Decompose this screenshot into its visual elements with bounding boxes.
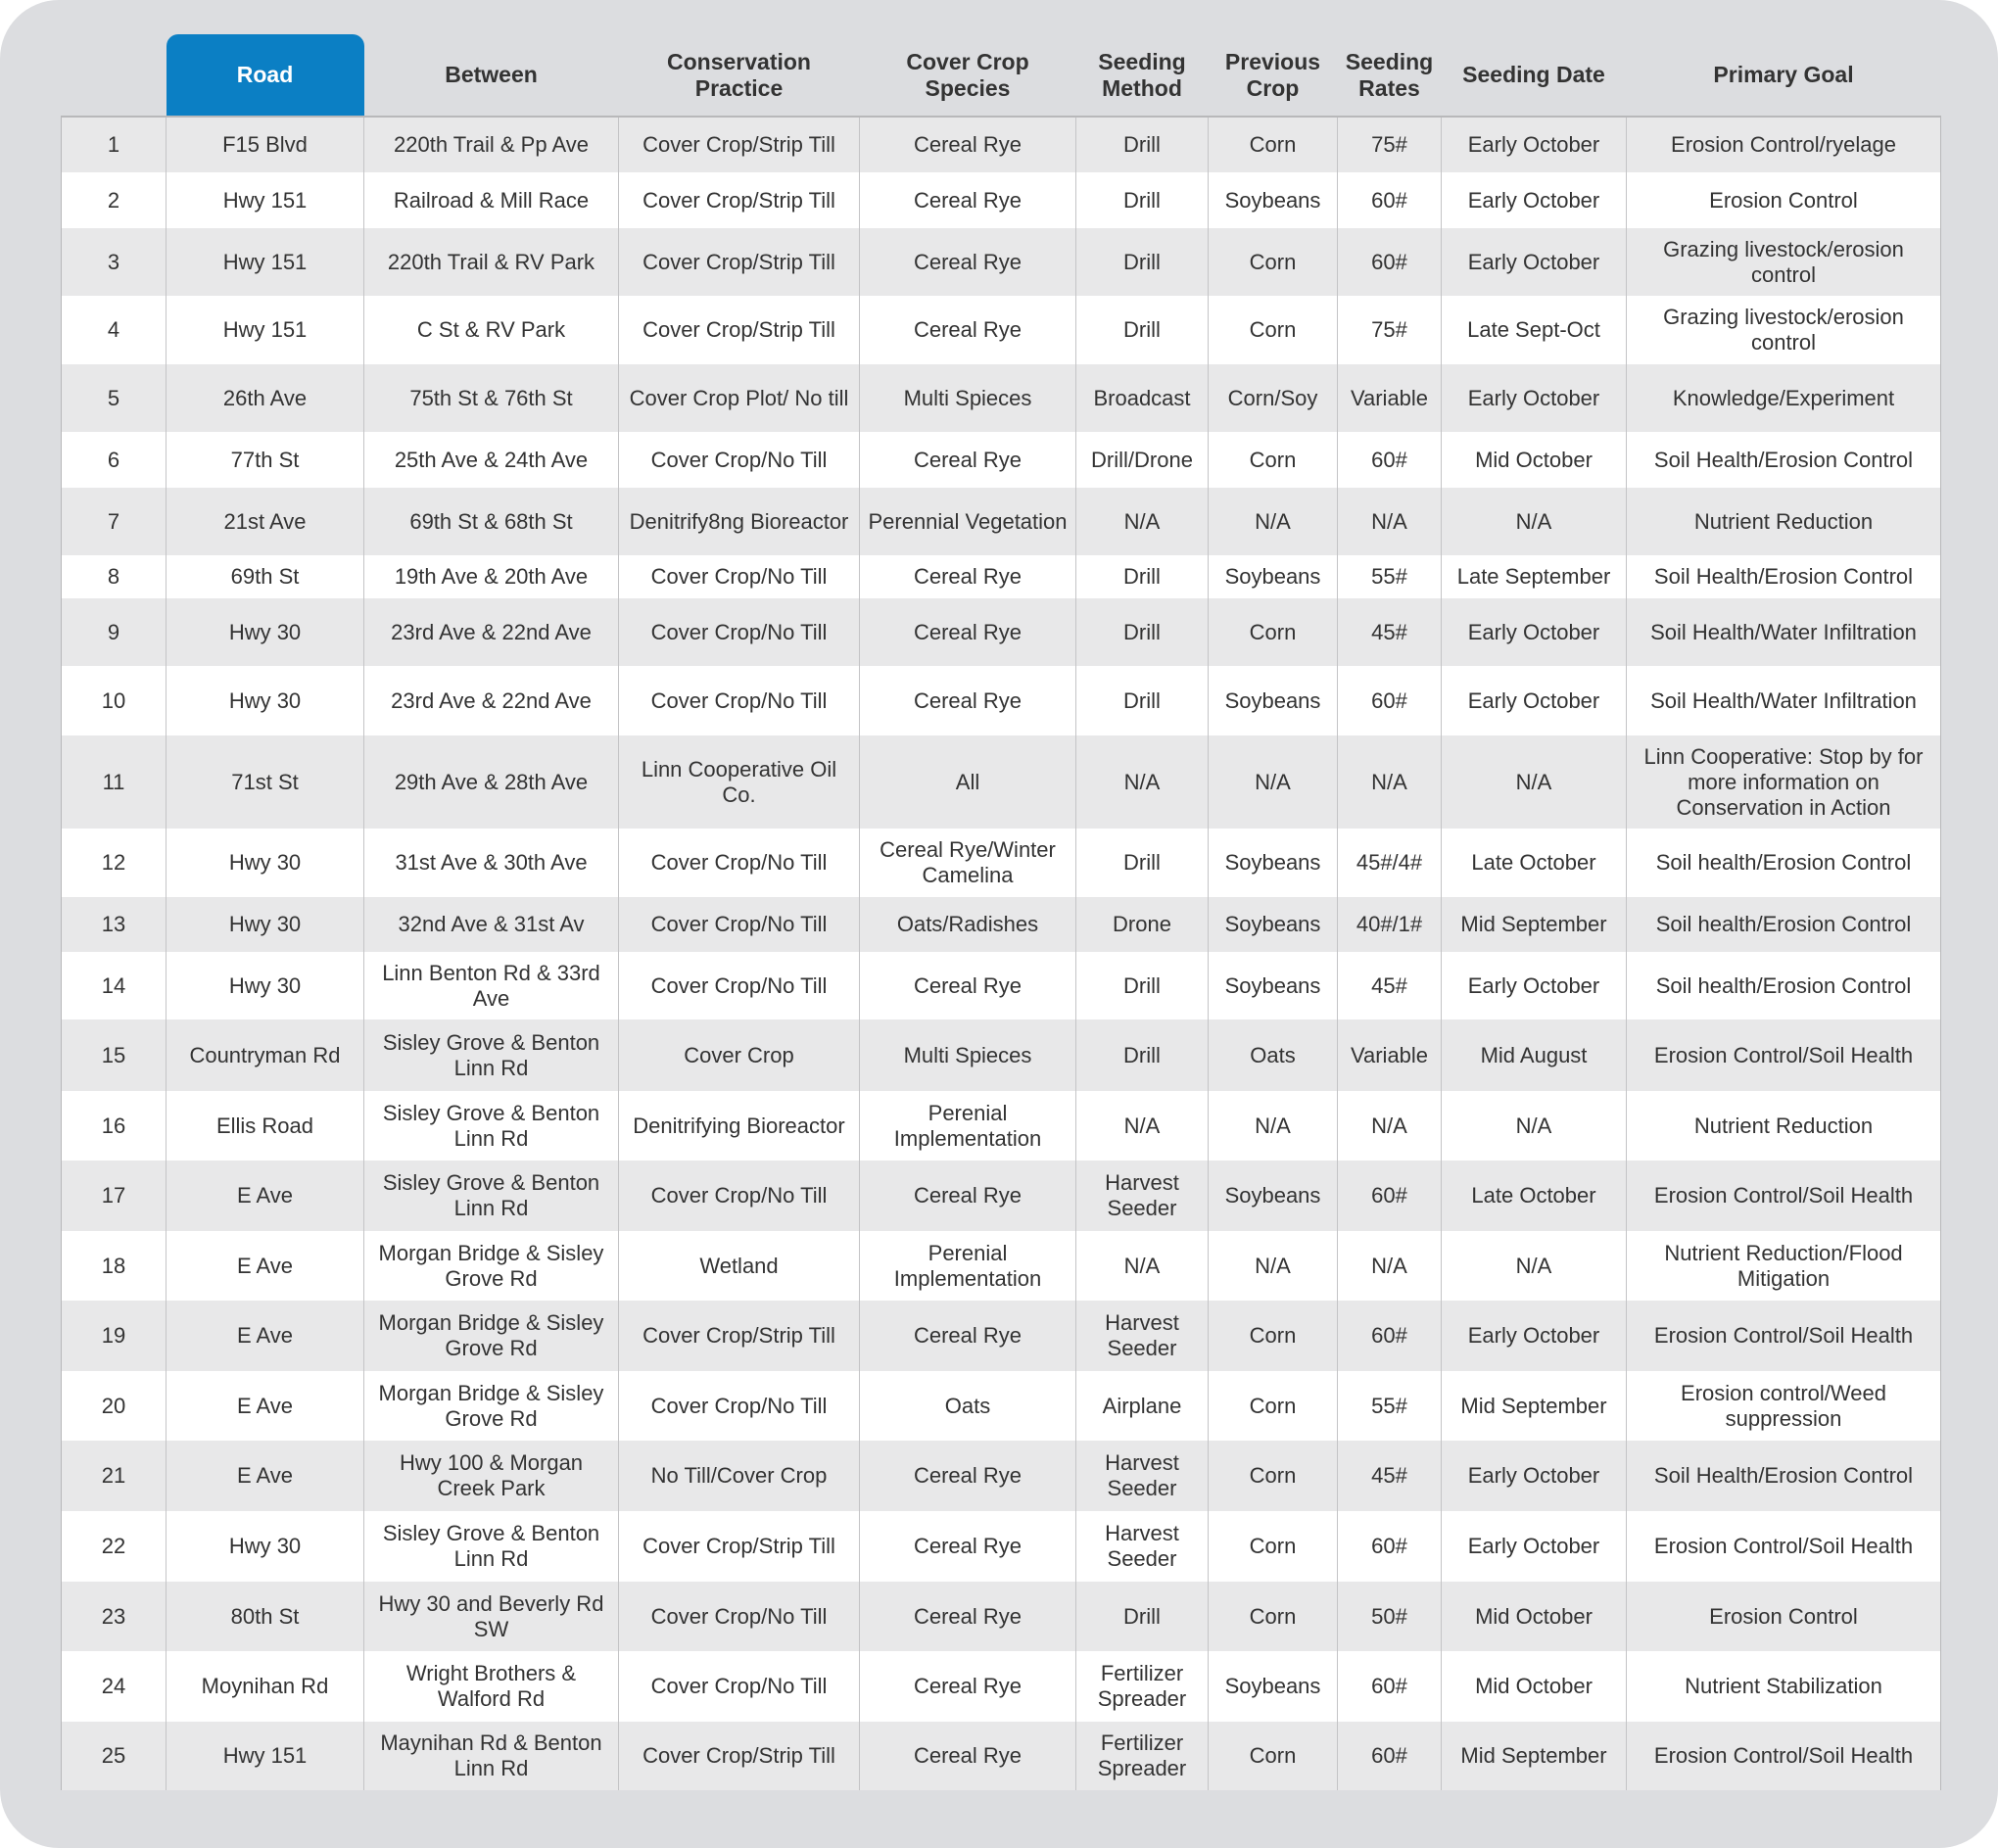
cell-primary-goal: Erosion Control	[1627, 172, 1941, 228]
cell-row-number: 3	[62, 228, 166, 296]
cell-cover-crop-species: Cereal Rye	[860, 1301, 1076, 1371]
cell-road: E Ave	[166, 1441, 364, 1511]
cell-primary-goal: Nutrient Stabilization	[1627, 1651, 1941, 1722]
cell-previous-crop: Corn	[1209, 117, 1338, 172]
cell-primary-goal: Soil health/Erosion Control	[1627, 952, 1941, 1019]
table-row	[62, 1582, 1941, 1651]
cell-primary-goal: Soil health/Erosion Control	[1627, 897, 1941, 952]
cell-road: F15 Blvd	[166, 117, 364, 172]
cell-seeding-rates: N/A	[1338, 735, 1442, 829]
cell-seeding-date: Early October	[1442, 598, 1627, 666]
cell-seeding-rates: N/A	[1338, 1091, 1442, 1161]
cell-seeding-method: Drill	[1076, 952, 1209, 1019]
cell-cover-crop-species: Cereal Rye	[860, 1441, 1076, 1511]
table-row	[62, 666, 1941, 735]
cell-between: 220th Trail & Pp Ave	[364, 117, 619, 172]
cell-previous-crop: Soybeans	[1209, 1651, 1338, 1722]
cell-previous-crop: N/A	[1209, 488, 1338, 555]
cell-primary-goal: Grazing livestock/erosion control	[1627, 228, 1941, 296]
cell-seeding-method: Harvest Seeder	[1076, 1511, 1209, 1582]
cell-seeding-rates: 45#	[1338, 598, 1442, 666]
column-header-row-number	[62, 34, 166, 117]
column-header-seeding-rates: Seeding Rates	[1345, 48, 1434, 101]
cell-seeding-rates: 60#	[1338, 1511, 1442, 1582]
cell-between: 23rd Ave & 22nd Ave	[364, 666, 619, 735]
cell-previous-crop: Corn/Soy	[1209, 364, 1338, 432]
cell-seeding-date: Early October	[1442, 1511, 1627, 1582]
table-row	[62, 1091, 1941, 1161]
cell-primary-goal: Nutrient Reduction	[1627, 488, 1941, 555]
cell-seeding-rates: 75#	[1338, 296, 1442, 364]
cell-primary-goal: Erosion Control	[1627, 1582, 1941, 1651]
cell-cover-crop-species: Perennial Vegetation	[860, 488, 1076, 555]
cell-seeding-date: Mid October	[1442, 432, 1627, 488]
cell-row-number: 16	[62, 1091, 166, 1161]
table-row	[62, 598, 1941, 666]
cell-conservation-practice: Wetland	[619, 1231, 860, 1301]
cell-seeding-date: Early October	[1442, 952, 1627, 1019]
cell-previous-crop: Soybeans	[1209, 829, 1338, 897]
cell-conservation-practice: Cover Crop/Strip Till	[619, 296, 860, 364]
table-row	[62, 364, 1941, 432]
cell-conservation-practice: Cover Crop/Strip Till	[619, 117, 860, 172]
cell-previous-crop: Soybeans	[1209, 172, 1338, 228]
cell-cover-crop-species: Oats/Radishes	[860, 897, 1076, 952]
cell-between: Sisley Grove & Benton Linn Rd	[364, 1511, 619, 1582]
cell-seeding-method: Fertilizer Spreader	[1076, 1651, 1209, 1722]
cell-row-number: 20	[62, 1371, 166, 1441]
cell-primary-goal: Erosion Control/Soil Health	[1627, 1722, 1941, 1790]
cell-row-number: 9	[62, 598, 166, 666]
cell-row-number: 8	[62, 555, 166, 598]
cell-previous-crop: Soybeans	[1209, 952, 1338, 1019]
cell-road: 80th St	[166, 1582, 364, 1651]
cell-cover-crop-species: Multi Spieces	[860, 364, 1076, 432]
table-row	[62, 952, 1941, 1019]
cell-seeding-rates: 60#	[1338, 1651, 1442, 1722]
cell-road: Hwy 30	[166, 897, 364, 952]
cell-seeding-date: Mid September	[1442, 1722, 1627, 1790]
column-header-conservation-practice: Conservation Practice	[667, 48, 811, 101]
cell-previous-crop: N/A	[1209, 1091, 1338, 1161]
cell-conservation-practice: Cover Crop/Strip Till	[619, 172, 860, 228]
cell-seeding-date: N/A	[1442, 488, 1627, 555]
cell-between: Morgan Bridge & Sisley Grove Rd	[364, 1231, 619, 1301]
cell-seeding-method: Drill/Drone	[1076, 432, 1209, 488]
column-header-previous-crop: Previous Crop	[1224, 48, 1321, 101]
cell-seeding-date: Early October	[1442, 1301, 1627, 1371]
conservation-table	[61, 34, 1941, 1790]
cell-primary-goal: Soil health/Erosion Control	[1627, 829, 1941, 897]
cell-between: Sisley Grove & Benton Linn Rd	[364, 1091, 619, 1161]
cell-seeding-rates: 55#	[1338, 1371, 1442, 1441]
cell-seeding-method: Drill	[1076, 598, 1209, 666]
table-row	[62, 296, 1941, 364]
cell-between: 220th Trail & RV Park	[364, 228, 619, 296]
cell-seeding-rates: 60#	[1338, 1161, 1442, 1231]
cell-cover-crop-species: Cereal Rye	[860, 296, 1076, 364]
cell-primary-goal: Soil Health/Water Infiltration	[1627, 598, 1941, 666]
table-row	[62, 829, 1941, 897]
cell-primary-goal: Erosion Control/Soil Health	[1627, 1019, 1941, 1091]
cell-previous-crop: Soybeans	[1209, 897, 1338, 952]
cell-row-number: 12	[62, 829, 166, 897]
cell-conservation-practice: Cover Crop/Strip Till	[619, 1511, 860, 1582]
cell-seeding-method: Drill	[1076, 1582, 1209, 1651]
cell-row-number: 4	[62, 296, 166, 364]
cell-between: Railroad & Mill Race	[364, 172, 619, 228]
cell-road: E Ave	[166, 1161, 364, 1231]
cell-cover-crop-species: Cereal Rye/Winter Camelina	[860, 829, 1076, 897]
cell-road: E Ave	[166, 1231, 364, 1301]
cell-row-number: 24	[62, 1651, 166, 1722]
cell-seeding-method: Harvest Seeder	[1076, 1301, 1209, 1371]
cell-road: 26th Ave	[166, 364, 364, 432]
cell-seeding-rates: 60#	[1338, 666, 1442, 735]
cell-seeding-method: Fertilizer Spreader	[1076, 1722, 1209, 1790]
cell-road: 69th St	[166, 555, 364, 598]
cell-primary-goal: Knowledge/Experiment	[1627, 364, 1941, 432]
cell-previous-crop: Oats	[1209, 1019, 1338, 1091]
cell-previous-crop: Corn	[1209, 1722, 1338, 1790]
cell-road: Hwy 151	[166, 1722, 364, 1790]
cell-previous-crop: N/A	[1209, 1231, 1338, 1301]
table-row	[62, 555, 1941, 598]
cell-previous-crop: Corn	[1209, 1371, 1338, 1441]
cell-between: Wright Brothers & Walford Rd	[364, 1651, 619, 1722]
cell-between: Linn Benton Rd & 33rd Ave	[364, 952, 619, 1019]
cell-between: Hwy 100 & Morgan Creek Park	[364, 1441, 619, 1511]
cell-conservation-practice: No Till/Cover Crop	[619, 1441, 860, 1511]
cell-conservation-practice: Cover Crop/No Till	[619, 432, 860, 488]
cell-row-number: 23	[62, 1582, 166, 1651]
cell-row-number: 5	[62, 364, 166, 432]
cell-seeding-date: Early October	[1442, 666, 1627, 735]
cell-seeding-date: Early October	[1442, 1441, 1627, 1511]
cell-row-number: 7	[62, 488, 166, 555]
cell-cover-crop-species: Cereal Rye	[860, 117, 1076, 172]
cell-seeding-date: Mid September	[1442, 1371, 1627, 1441]
cell-conservation-practice: Cover Crop/No Till	[619, 897, 860, 952]
cell-road: Hwy 30	[166, 598, 364, 666]
cell-seeding-rates: 75#	[1338, 117, 1442, 172]
cell-previous-crop: Corn	[1209, 228, 1338, 296]
cell-seeding-rates: 55#	[1338, 555, 1442, 598]
cell-row-number: 15	[62, 1019, 166, 1091]
cell-cover-crop-species: Cereal Rye	[860, 952, 1076, 1019]
cell-previous-crop: Soybeans	[1209, 1161, 1338, 1231]
cell-road: E Ave	[166, 1371, 364, 1441]
table-row	[62, 735, 1941, 829]
cell-row-number: 22	[62, 1511, 166, 1582]
cell-cover-crop-species: Multi Spieces	[860, 1019, 1076, 1091]
cell-seeding-rates: 60#	[1338, 1301, 1442, 1371]
cell-primary-goal: Grazing livestock/erosion control	[1627, 296, 1941, 364]
cell-between: 19th Ave & 20th Ave	[364, 555, 619, 598]
cell-seeding-rates: 45#	[1338, 1441, 1442, 1511]
cell-conservation-practice: Cover Crop	[619, 1019, 860, 1091]
cell-primary-goal: Soil Health/Water Infiltration	[1627, 666, 1941, 735]
cell-seeding-method: Drill	[1076, 1019, 1209, 1091]
cell-road: Ellis Road	[166, 1091, 364, 1161]
cell-seeding-method: Drill	[1076, 228, 1209, 296]
cell-seeding-date: Late Sept-Oct	[1442, 296, 1627, 364]
cell-road: 21st Ave	[166, 488, 364, 555]
cell-road: Hwy 151	[166, 172, 364, 228]
cell-road: 77th St	[166, 432, 364, 488]
cell-seeding-rates: N/A	[1338, 1231, 1442, 1301]
cell-cover-crop-species: Oats	[860, 1371, 1076, 1441]
table-row	[62, 1651, 1941, 1722]
cell-between: 25th Ave & 24th Ave	[364, 432, 619, 488]
cell-previous-crop: Corn	[1209, 1301, 1338, 1371]
cell-previous-crop: Corn	[1209, 432, 1338, 488]
cell-road: Moynihan Rd	[166, 1651, 364, 1722]
cell-conservation-practice: Denitrify8ng Bioreactor	[619, 488, 860, 555]
cell-between: Maynihan Rd & Benton Linn Rd	[364, 1722, 619, 1790]
cell-conservation-practice: Cover Crop/No Till	[619, 952, 860, 1019]
cell-seeding-rates: 60#	[1338, 228, 1442, 296]
cell-road: E Ave	[166, 1301, 364, 1371]
cell-previous-crop: Corn	[1209, 296, 1338, 364]
table-row	[62, 1511, 1941, 1582]
cell-row-number: 1	[62, 117, 166, 172]
column-header-primary-goal: Primary Goal	[1713, 62, 1854, 87]
table-row	[62, 117, 1941, 172]
cell-seeding-rates: 45#/4#	[1338, 829, 1442, 897]
cell-seeding-method: Harvest Seeder	[1076, 1161, 1209, 1231]
cell-between: 75th St & 76th St	[364, 364, 619, 432]
cell-previous-crop: Soybeans	[1209, 666, 1338, 735]
table-row	[62, 1441, 1941, 1511]
table-row	[62, 1231, 1941, 1301]
cell-cover-crop-species: Perenial Implementation	[860, 1231, 1076, 1301]
cell-seeding-rates: N/A	[1338, 488, 1442, 555]
cell-seeding-rates: 60#	[1338, 172, 1442, 228]
cell-road: Hwy 30	[166, 1511, 364, 1582]
cell-previous-crop: Soybeans	[1209, 555, 1338, 598]
column-header-seeding-method: Seeding Method	[1098, 48, 1186, 101]
cell-previous-crop: N/A	[1209, 735, 1338, 829]
cell-seeding-date: Mid October	[1442, 1582, 1627, 1651]
cell-primary-goal: Soil Health/Erosion Control	[1627, 1441, 1941, 1511]
cell-conservation-practice: Linn Cooperative Oil Co.	[619, 735, 860, 829]
cell-conservation-practice: Cover Crop/No Till	[619, 555, 860, 598]
cell-primary-goal: Linn Cooperative: Stop by for more information on Conservation in Action	[1627, 735, 1941, 829]
cell-row-number: 25	[62, 1722, 166, 1790]
cell-cover-crop-species: All	[860, 735, 1076, 829]
table-row	[62, 1161, 1941, 1231]
cell-seeding-method: Drill	[1076, 117, 1209, 172]
cell-seeding-method: Drone	[1076, 897, 1209, 952]
column-header-between: Between	[445, 62, 538, 87]
cell-previous-crop: Corn	[1209, 1441, 1338, 1511]
cell-seeding-date: Early October	[1442, 228, 1627, 296]
cell-cover-crop-species: Cereal Rye	[860, 432, 1076, 488]
table-row	[62, 1371, 1941, 1441]
table-row	[62, 1019, 1941, 1091]
cell-conservation-practice: Cover Crop/Strip Till	[619, 1301, 860, 1371]
cell-seeding-method: Drill	[1076, 666, 1209, 735]
cell-seeding-method: Airplane	[1076, 1371, 1209, 1441]
cell-seeding-date: Late October	[1442, 829, 1627, 897]
cell-conservation-practice: Cover Crop/No Till	[619, 1651, 860, 1722]
cell-cover-crop-species: Cereal Rye	[860, 1651, 1076, 1722]
cell-seeding-date: Early October	[1442, 117, 1627, 172]
table-row	[62, 172, 1941, 228]
cell-previous-crop: Corn	[1209, 1582, 1338, 1651]
cell-primary-goal: Soil Health/Erosion Control	[1627, 555, 1941, 598]
cell-seeding-method: N/A	[1076, 1231, 1209, 1301]
cell-cover-crop-species: Cereal Rye	[860, 598, 1076, 666]
cell-seeding-method: N/A	[1076, 735, 1209, 829]
cell-previous-crop: Corn	[1209, 598, 1338, 666]
cell-conservation-practice: Cover Crop/No Till	[619, 666, 860, 735]
cell-road: Hwy 30	[166, 829, 364, 897]
cell-road: Hwy 30	[166, 952, 364, 1019]
cell-cover-crop-species: Cereal Rye	[860, 1722, 1076, 1790]
cell-previous-crop: Corn	[1209, 1511, 1338, 1582]
cell-cover-crop-species: Cereal Rye	[860, 1161, 1076, 1231]
cell-road: Hwy 30	[166, 666, 364, 735]
cell-seeding-rates: 60#	[1338, 1722, 1442, 1790]
cell-conservation-practice: Cover Crop/No Till	[619, 1161, 860, 1231]
cell-seeding-date: Late September	[1442, 555, 1627, 598]
cell-between: 23rd Ave & 22nd Ave	[364, 598, 619, 666]
cell-cover-crop-species: Cereal Rye	[860, 666, 1076, 735]
cell-seeding-rates: 60#	[1338, 432, 1442, 488]
cell-seeding-date: Mid September	[1442, 897, 1627, 952]
table-row	[62, 488, 1941, 555]
column-header-road: Road	[166, 34, 364, 117]
cell-conservation-practice: Cover Crop/Strip Till	[619, 1722, 860, 1790]
cell-cover-crop-species: Cereal Rye	[860, 555, 1076, 598]
cell-seeding-rates: 50#	[1338, 1582, 1442, 1651]
cell-conservation-practice: Cover Crop/No Till	[619, 1371, 860, 1441]
cell-seeding-rates: Variable	[1338, 364, 1442, 432]
cell-primary-goal: Erosion control/Weed suppression	[1627, 1371, 1941, 1441]
cell-row-number: 11	[62, 735, 166, 829]
cell-seeding-date: Early October	[1442, 172, 1627, 228]
cell-conservation-practice: Cover Crop Plot/ No till	[619, 364, 860, 432]
cell-seeding-method: Harvest Seeder	[1076, 1441, 1209, 1511]
cell-seeding-method: Drill	[1076, 555, 1209, 598]
cell-primary-goal: Soil Health/Erosion Control	[1627, 432, 1941, 488]
cell-seeding-date: Mid August	[1442, 1019, 1627, 1091]
cell-seeding-date: N/A	[1442, 1231, 1627, 1301]
table-row	[62, 897, 1941, 952]
cell-seeding-rates: Variable	[1338, 1019, 1442, 1091]
cell-conservation-practice: Cover Crop/No Till	[619, 829, 860, 897]
cell-seeding-date: Early October	[1442, 364, 1627, 432]
cell-seeding-date: N/A	[1442, 1091, 1627, 1161]
cell-between: 32nd Ave & 31st Av	[364, 897, 619, 952]
cell-seeding-method: Drill	[1076, 172, 1209, 228]
cell-primary-goal: Erosion Control/Soil Health	[1627, 1511, 1941, 1582]
cell-cover-crop-species: Perenial Implementation	[860, 1091, 1076, 1161]
cell-row-number: 10	[62, 666, 166, 735]
cell-conservation-practice: Cover Crop/Strip Till	[619, 228, 860, 296]
cell-seeding-rates: 40#/1#	[1338, 897, 1442, 952]
table-row	[62, 1301, 1941, 1371]
cell-seeding-date: Mid October	[1442, 1651, 1627, 1722]
table-row	[62, 228, 1941, 296]
cell-seeding-date: Late October	[1442, 1161, 1627, 1231]
cell-between: Hwy 30 and Beverly Rd SW	[364, 1582, 619, 1651]
cell-road: Hwy 151	[166, 228, 364, 296]
cell-conservation-practice: Cover Crop/No Till	[619, 598, 860, 666]
cell-row-number: 2	[62, 172, 166, 228]
cell-primary-goal: Nutrient Reduction	[1627, 1091, 1941, 1161]
cell-road: Hwy 151	[166, 296, 364, 364]
cell-between: Sisley Grove & Benton Linn Rd	[364, 1161, 619, 1231]
table-row	[62, 432, 1941, 488]
column-header-cover-crop-species: Cover Crop Species	[906, 48, 1029, 101]
cell-between: 31st Ave & 30th Ave	[364, 829, 619, 897]
cell-row-number: 14	[62, 952, 166, 1019]
cell-primary-goal: Erosion Control/Soil Health	[1627, 1301, 1941, 1371]
cell-conservation-practice: Denitrifying Bioreactor	[619, 1091, 860, 1161]
cell-between: Morgan Bridge & Sisley Grove Rd	[364, 1301, 619, 1371]
cell-seeding-date: N/A	[1442, 735, 1627, 829]
cell-seeding-method: N/A	[1076, 1091, 1209, 1161]
header-row	[62, 34, 1941, 117]
cell-primary-goal: Nutrient Reduction/Flood Mitigation	[1627, 1231, 1941, 1301]
cell-primary-goal: Erosion Control/Soil Health	[1627, 1161, 1941, 1231]
cell-cover-crop-species: Cereal Rye	[860, 172, 1076, 228]
cell-row-number: 17	[62, 1161, 166, 1231]
cell-row-number: 19	[62, 1301, 166, 1371]
cell-seeding-method: Broadcast	[1076, 364, 1209, 432]
column-header-seeding-date: Seeding Date	[1462, 62, 1605, 87]
cell-cover-crop-species: Cereal Rye	[860, 1511, 1076, 1582]
cell-between: Morgan Bridge & Sisley Grove Rd	[364, 1371, 619, 1441]
cell-cover-crop-species: Cereal Rye	[860, 1582, 1076, 1651]
cell-road: 71st St	[166, 735, 364, 829]
cell-seeding-method: N/A	[1076, 488, 1209, 555]
cell-primary-goal: Erosion Control/ryelage	[1627, 117, 1941, 172]
cell-row-number: 18	[62, 1231, 166, 1301]
cell-between: C St & RV Park	[364, 296, 619, 364]
cell-cover-crop-species: Cereal Rye	[860, 228, 1076, 296]
cell-seeding-method: Drill	[1076, 296, 1209, 364]
cell-seeding-method: Drill	[1076, 829, 1209, 897]
cell-between: 29th Ave & 28th Ave	[364, 735, 619, 829]
cell-row-number: 6	[62, 432, 166, 488]
cell-conservation-practice: Cover Crop/No Till	[619, 1582, 860, 1651]
cell-row-number: 21	[62, 1441, 166, 1511]
cell-between: Sisley Grove & Benton Linn Rd	[364, 1019, 619, 1091]
cell-row-number: 13	[62, 897, 166, 952]
table-row	[62, 1722, 1941, 1790]
cell-road: Countryman Rd	[166, 1019, 364, 1091]
cell-between: 69th St & 68th St	[364, 488, 619, 555]
cell-seeding-rates: 45#	[1338, 952, 1442, 1019]
